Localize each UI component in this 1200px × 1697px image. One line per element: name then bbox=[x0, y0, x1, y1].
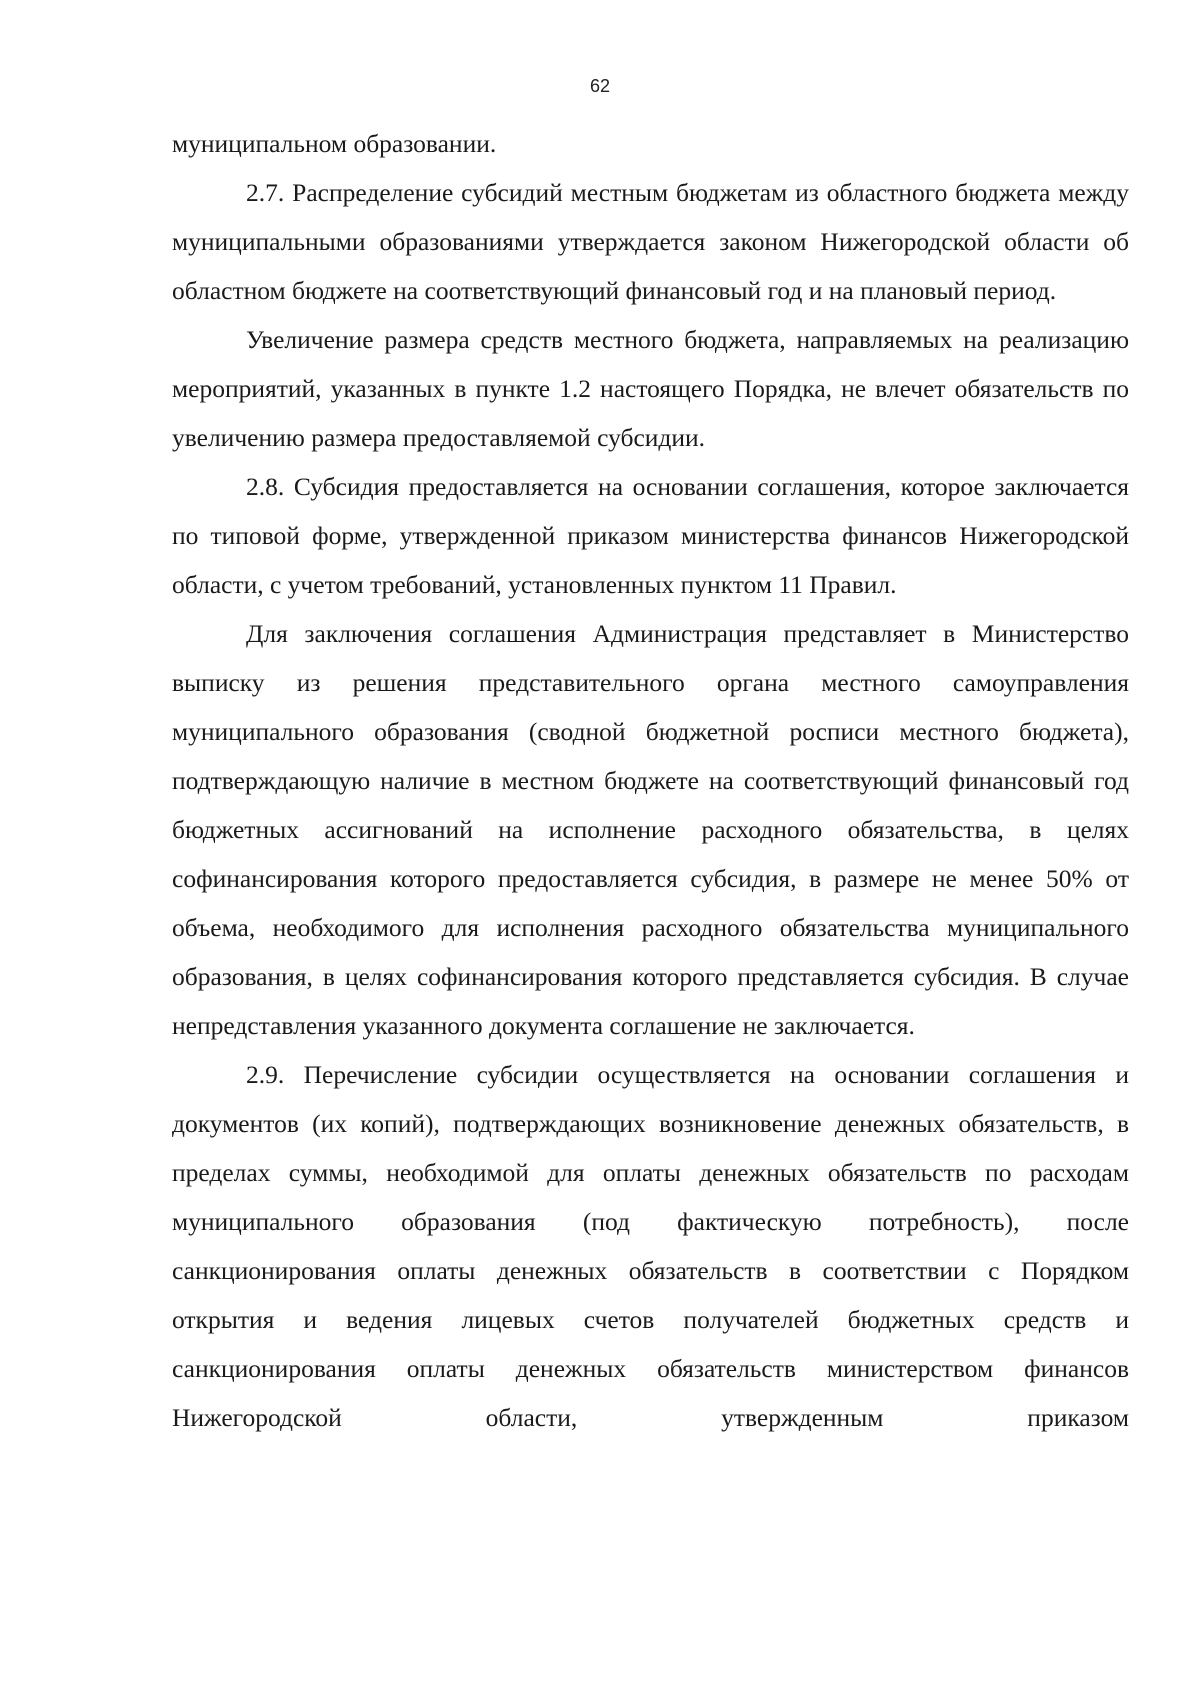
paragraph-budget-increase: Увеличение размера средств местного бюджета, направляемых на реализацию мероприятий, указанных в пункте 1.2 настоящего Порядка, не влечет обязательств по увеличению размера предоставляемой субсидии. bbox=[172, 325, 1129, 452]
paragraph-2-8: 2.8. Субсидия предоставляется на основании соглашения, которое заключается по типовой форме, утвержденной приказом министерства финансов Нижегородской области, с учетом требований, установленных пунктом 11 Правил. bbox=[172, 472, 1129, 599]
paragraph-agreement-conditions: Для заключения соглашения Администрация представляет в Министерство выписку из решения представительного органа местного самоуправления муниципального образования (сводной бюджетной росписи местного бюджета), подтверждающую наличие в местном бюджете на соответствующий финансовый год бюджетных ассигнований на исполнение расходного обязательства, в целях софинансирования которого предоставляется субсидия, в размере не менее 50% от объема, необходимого для исполнения расходного обязательства муниципального образования, в целях софинансирования которого представляется субсидия. В случае непредставления указанного документа соглашение не заключается. bbox=[172, 619, 1129, 1040]
paragraph-2-7: 2.7. Распределение субсидий местным бюджетам из областного бюджета между муниципальными образованиями утверждается законом Нижегородской области об областном бюджете на соответствующий финансовый год и на плановый период. bbox=[172, 178, 1129, 305]
page-number: 62 bbox=[589, 76, 611, 96]
document-body bbox=[172, 119, 1129, 1442]
paragraph-continuation: муниципальном образовании. bbox=[172, 129, 497, 158]
paragraph-2-9: 2.9. Перечисление субсидии осуществляется на основании соглашения и документов (их копий), подтверждающих возникновение денежных обязательств, в пределах суммы, необходимой для оплаты денежных обязательств по расходам муниципального образования (под фактическую потребность), после санкционирования оплаты денежных обязательств в соответствии с Порядком открытия и ведения лицевых счетов получателей бюджетных средств и санкционирования оплаты денежных обязательств министерством финансов Нижегородской области, утвержденным приказом bbox=[172, 1060, 1129, 1432]
